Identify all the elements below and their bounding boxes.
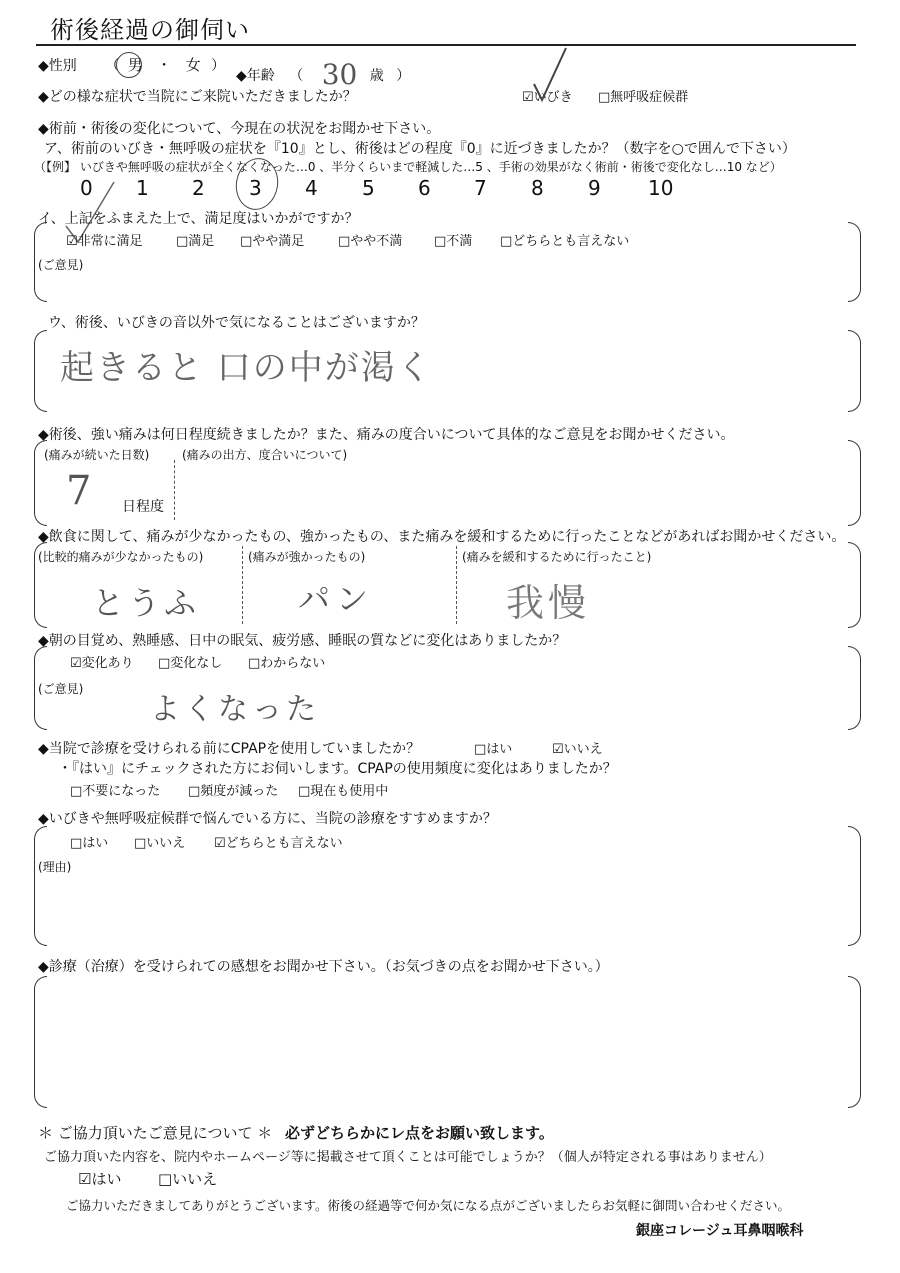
food-relief-label: (痛みを緩和するために行ったこと): [462, 550, 652, 564]
footer-heading-note: ＊ ご協力頂いたご意見について ＊: [38, 1124, 273, 1142]
footer-thanks: ご協力いただきましてありがとうございます。術後の経過等で何か気になる点がございましたらお気軽に御問い合わせください。: [66, 1198, 791, 1213]
symptom-snoring-checkbox[interactable]: ☑いびき: [522, 90, 573, 105]
food-relief-value[interactable]: 我慢: [506, 581, 591, 625]
recommend-yes[interactable]: □はい: [70, 836, 109, 851]
bracket-left: [34, 976, 47, 1108]
satisfaction-somewhat-unsatisfied[interactable]: □やや不満: [338, 234, 403, 249]
symptom-apnea-checkbox[interactable]: □無呼吸症候群: [598, 90, 689, 105]
satisfaction-somewhat-satisfied[interactable]: □やや満足: [240, 234, 305, 249]
scale-0[interactable]: 0: [80, 176, 93, 200]
bracket-right: [848, 440, 861, 526]
bracket-right: [848, 826, 861, 946]
satisfaction-neither[interactable]: □どちらとも言えない: [500, 234, 630, 249]
pain-days-label: (痛みが続いた日数): [44, 448, 150, 462]
gender-female-option[interactable]: 女: [185, 56, 201, 74]
divider: [456, 546, 457, 624]
food-more-pain-label: (痛みが強かったもの): [248, 550, 366, 564]
recommend-neither[interactable]: ☑どちらとも言えない: [214, 836, 343, 851]
scale-9[interactable]: 9: [588, 176, 601, 200]
cpap-subquestion: ・『はい』にチェックされた方にお伺いします。CPAPの使用頻度に変化はありましたか？: [58, 761, 617, 777]
recommend-no[interactable]: □いいえ: [134, 836, 186, 851]
satisfaction-opinion-label: (ご意見): [38, 258, 84, 272]
impression-question: ◆診療（治療）を受けられての感想をお聞かせ下さい。（お気づきの点をお聞かせ下さい。）: [38, 959, 609, 975]
morning-unknown[interactable]: □わからない: [248, 656, 326, 671]
scale-8[interactable]: 8: [531, 176, 544, 200]
food-less-pain-value[interactable]: とうふ: [92, 584, 201, 622]
footer-heading-instruction: 必ずどちらかにレ点をお願い致します。: [285, 1124, 554, 1142]
scale-7[interactable]: 7: [474, 176, 487, 200]
morning-changed[interactable]: ☑変化あり: [70, 656, 134, 671]
pain-degree-label: (痛みの出方、度合いについて): [182, 448, 348, 462]
footer-consent-question: ご協力頂いた内容を、院内やホームページ等に掲載させて頂くことは可能でしょうか？（個人が特定される事はありません）: [44, 1150, 772, 1165]
page-title: 術後経過の御伺い: [50, 16, 250, 44]
morning-no-change[interactable]: □変化なし: [158, 656, 223, 671]
bracket-right: [848, 976, 861, 1108]
morning-answer[interactable]: よくなった: [150, 692, 320, 727]
cpap-no[interactable]: ☑いいえ: [552, 742, 603, 757]
satisfaction-question: イ、上記をふまえた上で、満足度はいかがですか？: [38, 211, 359, 227]
change-question: ◆術前・術後の変化について、今現在の状況をお聞かせ下さい。: [38, 121, 441, 137]
cpap-still-using[interactable]: □現在も使用中: [298, 784, 389, 799]
scale-3[interactable]: 3: [249, 176, 262, 200]
pain-days-value[interactable]: 7: [66, 468, 92, 514]
clinic-name: 銀座コレージュ耳鼻咽喉科: [636, 1223, 804, 1239]
recommend-question: ◆いびきや無呼吸症候群で悩んでいる方に、当院の診療をすすめますか？: [38, 811, 497, 827]
footer-heading: [38, 1122, 554, 1143]
check-mark-icon: [530, 44, 570, 104]
pain-days-unit: 日程度: [122, 499, 164, 515]
scale-10[interactable]: 10: [648, 176, 674, 200]
bracket-left: [34, 826, 47, 946]
bracket-right: [848, 222, 861, 302]
scale-5[interactable]: 5: [362, 176, 375, 200]
consent-no[interactable]: □いいえ: [158, 1170, 218, 1188]
age-value[interactable]: 30: [321, 58, 358, 91]
gender-label: ◆性別: [38, 58, 77, 74]
title-underline: [36, 44, 856, 46]
gender-male-option[interactable]: 男: [127, 56, 143, 74]
divider: [174, 460, 175, 520]
pain-question: ◆術後、強い痛みは何日程度続きましたか？また、痛みの度合いについて具体的なご意見をお聞かせください。: [38, 427, 735, 443]
cpap-yes[interactable]: □はい: [474, 742, 513, 757]
bracket-right: [848, 542, 861, 628]
bracket-right: [848, 330, 861, 412]
bracket-right: [848, 646, 861, 730]
change-subquestion: ア、術前のいびき・無呼吸の症状を『10』とし、術後はどの程度『0』に近づきましたか？（数字を○で囲んで下さい）: [44, 141, 796, 157]
consent-yes[interactable]: ☑はい: [78, 1170, 122, 1188]
recommend-reason-label: (理由): [38, 860, 72, 874]
morning-question: ◆朝の目覚め、熟睡感、日中の眠気、疲労感、睡眠の質などに変化はありましたか？: [38, 633, 567, 649]
bracket-left: [34, 330, 47, 412]
age-row: ◆年齢 （ 30 歳 ）: [236, 58, 411, 91]
cpap-unnecessary[interactable]: □不要になった: [70, 784, 161, 799]
divider: [242, 546, 243, 624]
age-label: ◆年齢: [236, 68, 275, 84]
satisfaction-unsatisfied[interactable]: □不満: [434, 234, 473, 249]
scale-4[interactable]: 4: [305, 176, 318, 200]
satisfaction-satisfied[interactable]: □満足: [176, 234, 215, 249]
scale-2[interactable]: 2: [192, 176, 205, 200]
scale-6[interactable]: 6: [418, 176, 431, 200]
food-less-pain-label: (比較的痛みが少なかったもの): [38, 550, 204, 564]
scale-1[interactable]: 1: [136, 176, 149, 200]
gender-row: ◆性別 （ 男 ・ 女 ）: [38, 56, 226, 74]
symptom-question: ◆どの様な症状で当院にご来院いただきましたか？: [38, 89, 357, 105]
food-more-pain-value[interactable]: パン: [298, 580, 375, 618]
food-question: ◆飲食に関して、痛みが少なかったもの、強かったもの、また痛みを緩和するために行ったことなどがあればお聞かせください。: [38, 529, 846, 545]
satisfaction-very-satisfied[interactable]: ☑非常に満足: [66, 234, 143, 249]
gender-male-circle: [116, 52, 142, 78]
morning-opinion-label: (ご意見): [38, 682, 84, 696]
cpap-question: ◆当院で診療を受けられる前にCPAPを使用していましたか？: [38, 741, 421, 757]
change-example: （【例】 いびきや無呼吸の症状が全くなくなった…0 、半分くらいまで軽減した…5 、手術の効果がなく術前・術後で変化なし…10 など）: [34, 160, 782, 174]
cpap-reduced[interactable]: □頻度が減った: [188, 784, 279, 799]
other-concern-question: ウ、術後、いびきの音以外で気になることはございますか？: [48, 315, 425, 331]
other-concern-answer[interactable]: 起きると 口の中が渇く: [60, 348, 433, 388]
